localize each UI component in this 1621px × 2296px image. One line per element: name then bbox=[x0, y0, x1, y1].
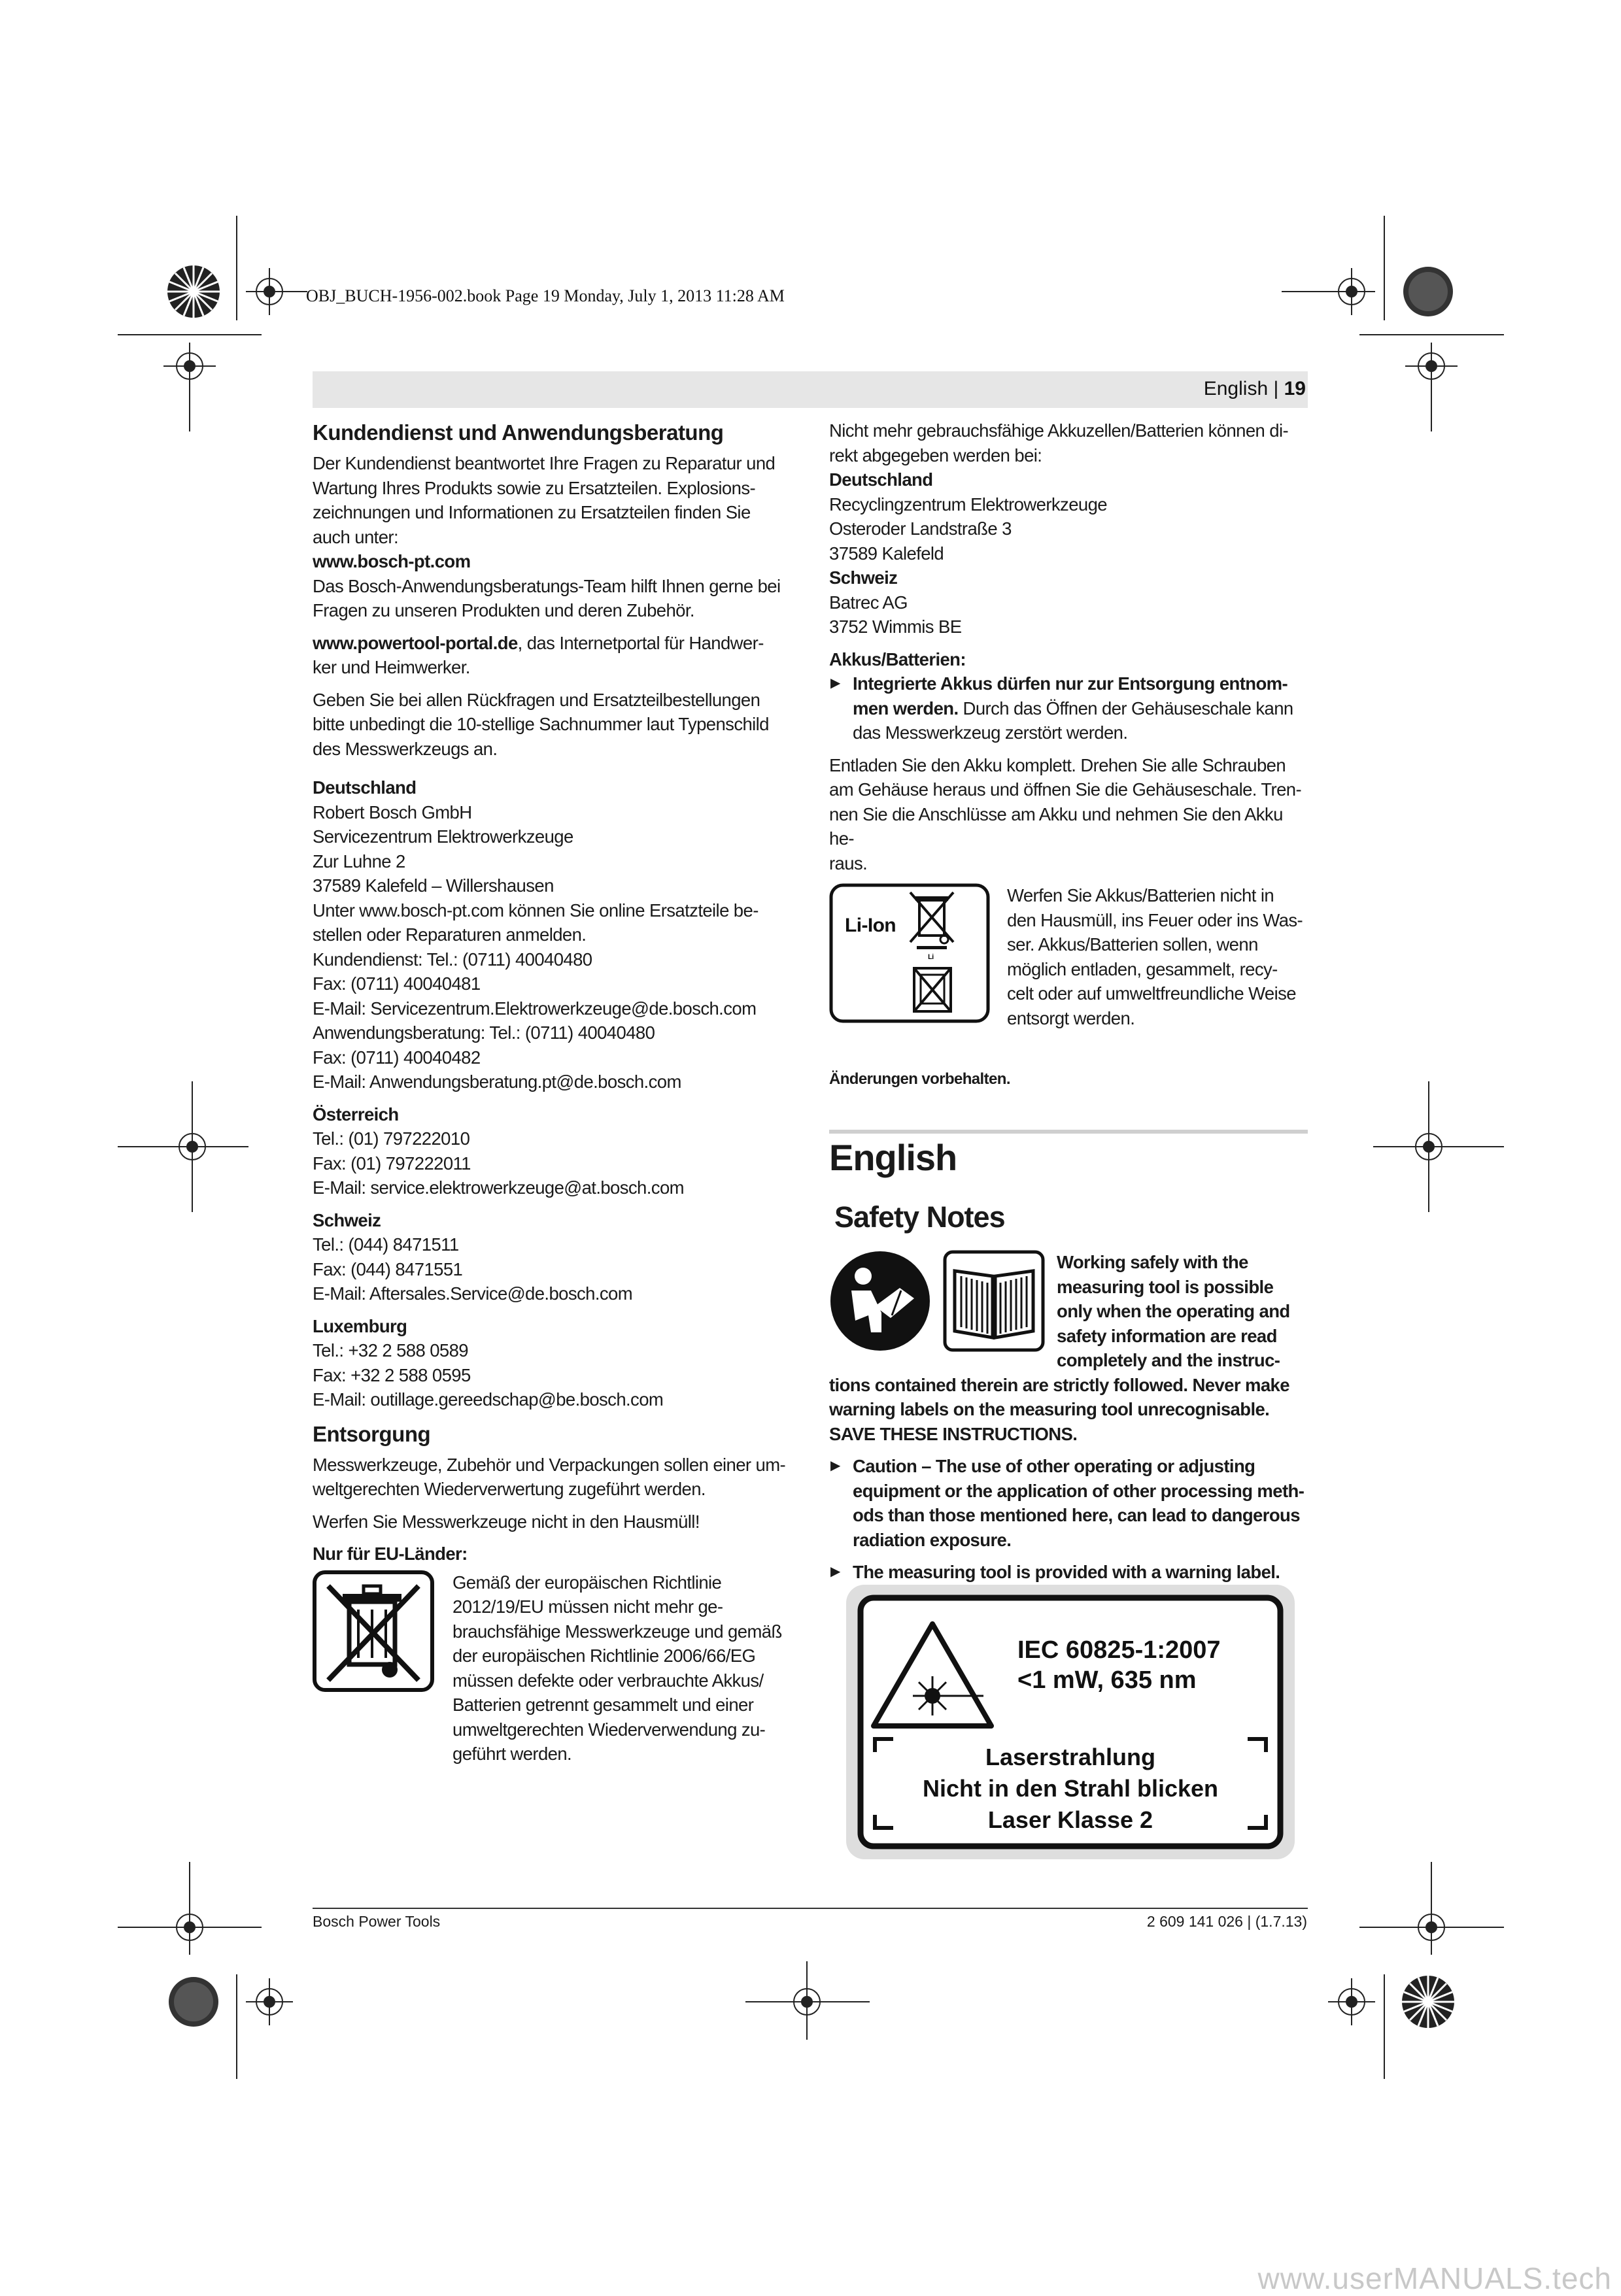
safety-notes-title: Safety Notes bbox=[834, 1200, 1005, 1234]
english-section-title: English bbox=[829, 1137, 957, 1178]
text-line: umweltgerechten Wiederverwendung zu- bbox=[452, 1719, 766, 1740]
registration-mark-bottom-left-dot bbox=[169, 1977, 218, 2027]
oesterreich-heading: Österreich bbox=[313, 1104, 399, 1124]
text-line: SAVE THESE INSTRUCTIONS. bbox=[829, 1423, 1078, 1444]
laser-warning-label bbox=[846, 1585, 1295, 1859]
text-line: möglich entladen, gesammelt, recy- bbox=[1007, 958, 1278, 979]
email-link[interactable]: E-Mail: outillage.gereedschap@be.bosch.com bbox=[313, 1389, 664, 1410]
text-line: Tel.: (044) 8471511 bbox=[313, 1234, 459, 1255]
text-line: Recyclingzentrum Elektrowerkzeuge bbox=[829, 494, 1107, 515]
text-line: 2012/19/EU müssen nicht mehr ge- bbox=[452, 1596, 723, 1617]
label-line-1: Laserstrahlung bbox=[985, 1744, 1156, 1770]
text-line: raus. bbox=[829, 853, 868, 873]
text-line bbox=[853, 696, 1308, 721]
eu-disposal-text bbox=[452, 1570, 793, 1766]
text-line: stellen oder Reparaturen anmelden. bbox=[313, 924, 587, 945]
text-line: Wartung Ihres Produkts sowie zu Ersatzteilen. Explosions- bbox=[313, 477, 756, 498]
luxemburg-heading: Luxemburg bbox=[313, 1315, 407, 1336]
crossed-bin-small-icon bbox=[910, 892, 953, 961]
liion-disposal-block bbox=[829, 883, 1308, 1030]
text-line: Geben Sie bei allen Rückfragen und Ersatzteilbestellungen bbox=[313, 689, 760, 710]
safety-instructions-text bbox=[829, 1373, 1308, 1447]
bosch-pt-link[interactable]: www.bosch-pt.com bbox=[313, 551, 471, 571]
portal-paragraph bbox=[313, 631, 794, 656]
text-line: ods than those mentioned here, can lead to dangerous bbox=[853, 1505, 1300, 1525]
footer-rule bbox=[313, 1908, 1308, 1909]
text-line: am Gehäuse heraus und öffnen Sie die Gehäuseschale. Tren- bbox=[829, 779, 1302, 800]
text-line: only when the operating and bbox=[1057, 1301, 1290, 1321]
text-line: Batterien getrennt gesammelt und einer bbox=[452, 1695, 754, 1715]
email-link[interactable]: E-Mail: Anwendungsberatung.pt@de.bosch.com bbox=[313, 1072, 681, 1092]
text-line: auch unter: bbox=[313, 526, 398, 547]
text-line: Fragen zu unseren Produkten und deren Zubehör. bbox=[313, 600, 694, 620]
text-line: warning labels on the measuring tool unrecognisable. bbox=[829, 1399, 1270, 1419]
text-line: 3752 Wimmis BE bbox=[829, 616, 962, 637]
text-line: den Hausmüll, ins Feuer oder ins Was- bbox=[1007, 909, 1303, 930]
schweiz-heading: Schweiz bbox=[313, 1209, 381, 1230]
liion-label: Li-Ion bbox=[845, 915, 896, 936]
label-standard: IEC 60825-1:2007 bbox=[1017, 1636, 1221, 1664]
text-line: ser. Akkus/Batterien sollen, wenn bbox=[1007, 934, 1258, 954]
eu-heading: Nur für EU-Länder: bbox=[313, 1544, 468, 1564]
header-section: English bbox=[1203, 378, 1269, 399]
running-header bbox=[1204, 378, 1306, 400]
text-line: Tel.: +32 2 588 0589 bbox=[313, 1340, 468, 1360]
text-line: bitte unbedingt die 10-stellige Sachnummer laut Typenschild bbox=[313, 714, 769, 734]
text-line: Robert Bosch GmbH bbox=[313, 802, 472, 822]
safety-intro-row bbox=[829, 1250, 1308, 1373]
text-line: equipment or the application of other processing meth- bbox=[853, 1480, 1305, 1501]
text-line: Messwerkzeuge, Zubehör und Verpackungen sollen einer um- bbox=[313, 1454, 786, 1475]
text-line: weltgerechten Wiederverwertung zugeführt werden. bbox=[313, 1479, 706, 1499]
caution-bullet bbox=[829, 1454, 1308, 1552]
registration-mark-bottom-right-rosette bbox=[1402, 1976, 1454, 2028]
li-ion-battery-recycling-icon bbox=[829, 883, 990, 1023]
text-line: Osteroder Landstraße 3 bbox=[829, 518, 1012, 539]
text-line: Fax: (01) 797222011 bbox=[313, 1153, 471, 1173]
text-span: , das Internetportal für Handwer- bbox=[517, 632, 764, 653]
text-line: Werfen Sie Akkus/Batterien nicht in bbox=[1007, 885, 1274, 905]
safety-notes-block bbox=[829, 1250, 1308, 1585]
text-line: radiation exposure. bbox=[853, 1529, 1012, 1550]
text-line: Servicezentrum Elektrowerkzeuge bbox=[313, 826, 573, 847]
text-line: Fax: (044) 8471551 bbox=[313, 1258, 463, 1279]
left-column bbox=[313, 418, 794, 1766]
deutschland-heading: Deutschland bbox=[829, 469, 933, 490]
footer-doc-number: 2 609 141 026 | (1.7.13) bbox=[1146, 1913, 1307, 1930]
akkus-bullet bbox=[829, 671, 1308, 745]
text-line: Fax: (0711) 40040481 bbox=[313, 973, 481, 994]
text-line: brauchsfähige Messwerkzeuge und gemäß bbox=[452, 1621, 782, 1642]
text-line: Zur Luhne 2 bbox=[313, 851, 405, 871]
text-span: Durch das Öffnen der Gehäuseschale kann bbox=[958, 698, 1293, 718]
text-line: Tel.: (01) 797222010 bbox=[313, 1128, 470, 1149]
text-line: 37589 Kalefeld – Willershausen bbox=[313, 875, 554, 896]
label-line-3: Laser Klasse 2 bbox=[987, 1806, 1153, 1833]
label-line-2: Nicht in den Strahl blicken bbox=[922, 1775, 1219, 1802]
text-line: tions contained therein are strictly followed. Never make bbox=[829, 1374, 1289, 1395]
text-line: Unter www.bosch-pt.com können Sie online Ersatzteile be- bbox=[313, 900, 759, 920]
aenderungen-note: Änderungen vorbehalten. bbox=[829, 1070, 1010, 1088]
email-link[interactable]: E-Mail: Aftersales.Service@de.bosch.com bbox=[313, 1283, 633, 1304]
text-line: entsorgt werden. bbox=[1007, 1007, 1135, 1028]
text-line: des Messwerkzeugs an. bbox=[313, 738, 498, 759]
registration-mark-top-left-rosette bbox=[167, 265, 220, 318]
email-link[interactable]: E-Mail: Servicezentrum.Elektrowerkzeuge@de.bosch.com bbox=[313, 998, 757, 1019]
battery-no-fire-icon bbox=[914, 968, 951, 1011]
text-line: geführt werden. bbox=[452, 1744, 572, 1764]
warning-label-bullet bbox=[829, 1560, 1308, 1585]
text-line: measuring tool is possible bbox=[1057, 1276, 1274, 1297]
text-line: nen Sie die Anschlüsse am Akku und nehmen Sie den Akku he- bbox=[829, 803, 1283, 849]
crossed-bin-weee-icon bbox=[313, 1570, 434, 1692]
text-line: ▶ Caution – The use of other operating or adjusting bbox=[853, 1456, 1255, 1476]
watermark: www.userMANUALS.tech bbox=[1257, 2261, 1612, 2295]
deutschland-heading: Deutschland bbox=[313, 777, 417, 798]
text-line: Batrec AG bbox=[829, 592, 908, 613]
text-line: zeichnungen und Informationen zu Ersatzteilen finden Sie bbox=[313, 502, 751, 522]
text-line: 37589 Kalefeld bbox=[829, 543, 944, 564]
text-line: Der Kundendienst beantwortet Ihre Fragen zu Reparatur und bbox=[313, 453, 776, 473]
powertool-portal-link[interactable]: www.powertool-portal.de bbox=[313, 632, 518, 653]
safety-intro-text bbox=[1057, 1250, 1290, 1373]
text-line: Gemäß der europäischen Richtlinie bbox=[452, 1572, 722, 1593]
text-line: ker und Heimwerker. bbox=[313, 657, 470, 677]
header-bar bbox=[313, 371, 1308, 408]
text-line: müssen defekte oder verbrauchte Akkus/ bbox=[452, 1670, 764, 1691]
text-line: Nicht mehr gebrauchsfähige Akkuzellen/Batterien können di- bbox=[829, 420, 1289, 441]
text-line: ▶ Integrierte Akkus dürfen nur zur Entsorgung entnom- bbox=[853, 673, 1288, 694]
text-line: der europäischen Richtlinie 2006/66/EG bbox=[452, 1646, 756, 1666]
text-line: completely and the instruc- bbox=[1057, 1350, 1280, 1370]
deutschland-contact bbox=[313, 800, 794, 1094]
page-number: 19 bbox=[1284, 378, 1306, 399]
eu-disposal-block bbox=[313, 1570, 794, 1766]
text-line: Fax: (0711) 40040482 bbox=[313, 1047, 481, 1068]
email-link[interactable]: E-Mail: service.elektrowerkzeuge@at.bosch.com bbox=[313, 1177, 684, 1198]
kundendienst-heading: Kundendienst und Anwendungsberatung bbox=[313, 420, 724, 445]
manual-book-icon bbox=[943, 1250, 1045, 1352]
right-column bbox=[829, 418, 1308, 1092]
li-small-label: Li bbox=[928, 953, 934, 961]
registration-mark-top-right-dot bbox=[1403, 267, 1453, 316]
text-line: safety information are read bbox=[1057, 1325, 1277, 1346]
text-line: Anwendungsberatung: Tel.: (0711) 40040480 bbox=[313, 1022, 655, 1043]
text-line: ▶ The measuring tool is provided with a warning label. bbox=[853, 1562, 1280, 1582]
text-line: Working safely with the bbox=[1057, 1252, 1248, 1272]
text-line: das Messwerkzeug zerstört werden. bbox=[853, 722, 1128, 743]
liion-disposal-text bbox=[1007, 883, 1303, 1030]
entsorgung-heading: Entsorgung bbox=[313, 1421, 431, 1446]
footer-brand: Bosch Power Tools bbox=[313, 1913, 441, 1930]
text-line: Kundendienst: Tel.: (0711) 40040480 bbox=[313, 949, 592, 970]
text-line: Werfen Sie Messwerkzeuge nicht in den Hausmüll! bbox=[313, 1511, 700, 1532]
text-line: Fax: +32 2 588 0595 bbox=[313, 1364, 471, 1385]
text-span: men werden. bbox=[853, 698, 959, 718]
text-line: Entladen Sie den Akku komplett. Drehen Sie alle Schrauben bbox=[829, 754, 1286, 775]
text-line: celt oder auf umweltfreundliche Weise bbox=[1007, 983, 1296, 1004]
text-line: rekt abgegeben werden bei: bbox=[829, 445, 1042, 465]
text-line: Das Bosch-Anwendungsberatungs-Team hilft Ihnen gerne bei bbox=[313, 575, 781, 596]
read-manual-icon bbox=[829, 1250, 931, 1352]
header-separator: | bbox=[1273, 378, 1279, 399]
akkus-heading: Akkus/Batterien: bbox=[829, 649, 966, 669]
section-rule bbox=[829, 1130, 1308, 1134]
print-slug: OBJ_BUCH-1956-002.book Page 19 Monday, July 1, 2013 11:28 AM bbox=[306, 286, 785, 305]
schweiz-heading: Schweiz bbox=[829, 567, 898, 588]
label-power: <1 mW, 635 nm bbox=[1017, 1666, 1197, 1694]
